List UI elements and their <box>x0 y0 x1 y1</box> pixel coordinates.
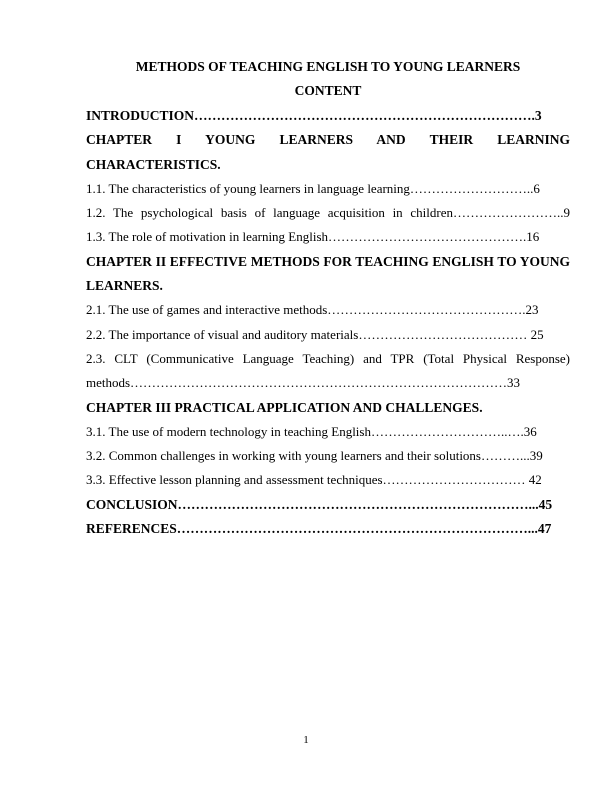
document-title: METHODS OF TEACHING ENGLISH TO YOUNG LEARNERS <box>135 59 521 74</box>
toc-entry-references: REFERENCES……………………………………………………………………...47 <box>86 521 552 537</box>
toc-entry-1-2: 1.2. The psychological basis of language acquisition in children……………………..9 <box>86 205 570 221</box>
toc-entry-3-3: 3.3. Effective lesson planning and assessment techniques…………………………… 42 <box>86 472 542 488</box>
toc-entry-chapter-1: CHAPTER I YOUNG LEARNERS AND THEIR LEARNING CHARACTERISTICS. <box>86 132 570 172</box>
toc-entry-3-1: 3.1. The use of modern technology in teaching English…………………………..….36 <box>86 423 537 439</box>
toc-entry-chapter-2: CHAPTER II EFFECTIVE METHODS FOR TEACHING ENGLISH TO YOUNG LEARNERS. <box>86 253 570 294</box>
toc-entry-chapter-3: CHAPTER III PRACTICAL APPLICATION AND CHALLENGES. <box>86 399 483 415</box>
toc-entry-3-2: 3.2. Common challenges in working with young learners and their solutions………...39 <box>86 448 543 464</box>
toc-entry-2-2: 2.2. The importance of visual and auditory materials………………………………… 25 <box>86 326 544 342</box>
toc-entry-2-1: 2.1. The use of games and interactive methods……………………………………….23 <box>86 302 539 318</box>
document-page <box>86 56 570 541</box>
toc-entry-1-3: 1.3. The role of motivation in learning English……………………………………….16 <box>86 229 540 245</box>
table-of-contents <box>86 104 570 541</box>
contents-heading: CONTENT <box>294 83 362 98</box>
toc-entry-1-1: 1.1. The characteristics of young learners in language learning………………………..6 <box>86 180 540 196</box>
page-number: 1 <box>303 734 309 746</box>
toc-entry-conclusion: CONCLUSION……………………………………………………………………...45 <box>86 496 553 512</box>
toc-entry-introduction: INTRODUCTION………………………………………………………………….3 <box>86 108 542 123</box>
toc-entry-2-3: 2.3. CLT (Communicative Language Teaching) and TPR (Total Physical Response) methods……………………………………………………………………………33 <box>86 350 570 391</box>
